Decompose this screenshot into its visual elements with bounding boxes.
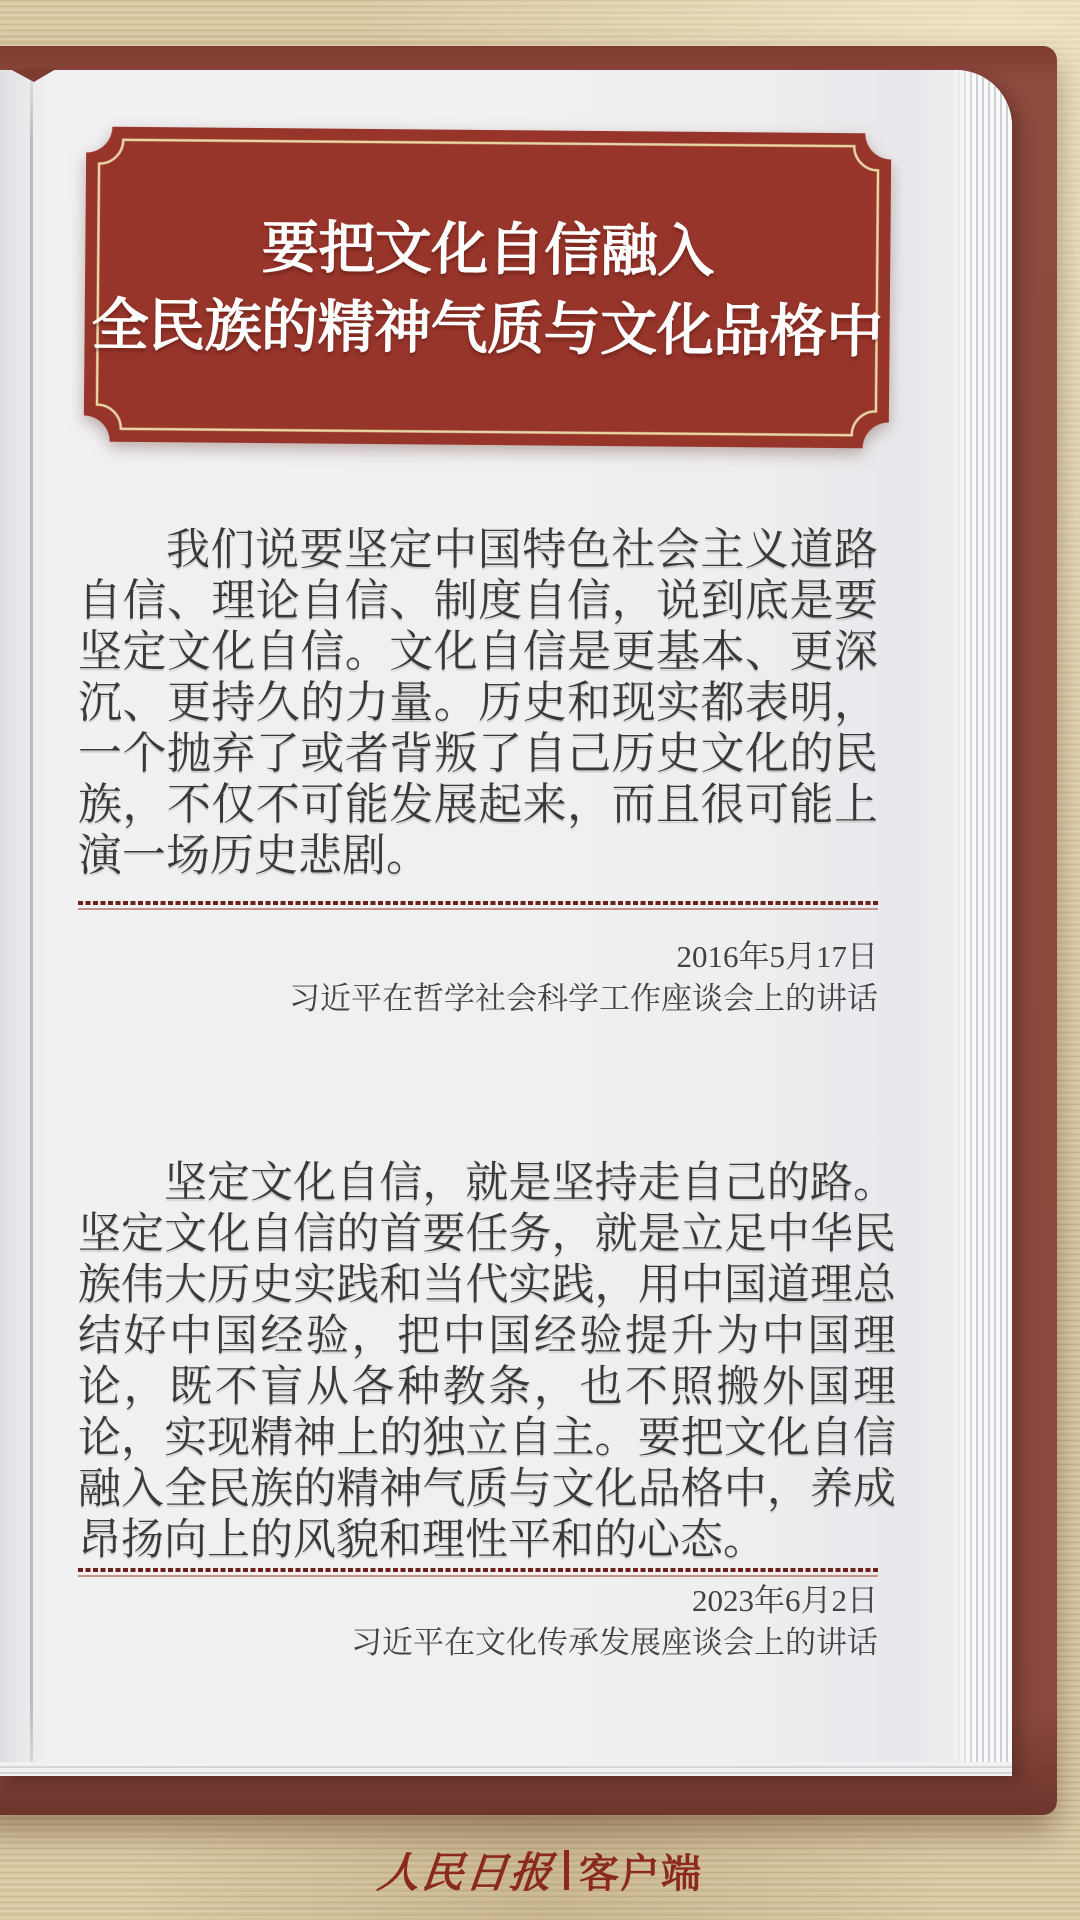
- brand-logo-script: 人民日报: [375, 1851, 556, 1897]
- banner-title-line-2: 全民族的精神气质与文化品格中: [91, 294, 883, 364]
- banner-title: [84, 126, 892, 448]
- quote-attribution-2: [78, 1580, 878, 1664]
- quote-attribution-1: [78, 936, 878, 1020]
- banner-title-line-1: 要把文化自信融入: [261, 216, 715, 284]
- page-crease-line: [30, 70, 33, 1776]
- quote-date-2: 2023年6月2日: [692, 1583, 878, 1618]
- separator-line-2: [78, 1568, 878, 1578]
- quote-text-2: 坚定文化自信，就是坚持走自己的路。坚定文化自信的首要任务，就是立足中华民族伟大历史实践和当代实践，用中国道理总结好中国经验，把中国经验提升为中国理论，既不盲从各种教条，也不照搬外国理论，实现精神上的独立自主。要把文化自信融入全民族的精神气质与文化品格中，养成昂扬向上的风貌和理性平和的心态。: [78, 1160, 896, 1564]
- brand-logo: [0, 1840, 1080, 1900]
- title-banner: [84, 126, 892, 448]
- quote-date-1: 2016年5月17日: [676, 939, 878, 974]
- page-bottom-edge-stack: [0, 1762, 1012, 1776]
- page-gutter-shade: [0, 70, 30, 1776]
- page-fore-edge-stack: [954, 70, 1012, 1776]
- separator-line-1: [78, 901, 878, 911]
- quote-text-1: 我们说要坚定中国特色社会主义道路自信、理论自信、制度自信，说到底是要坚定文化自信。文化自信是更基本、更深沉、更持久的力量。历史和现实都表明，一个抛弃了或者背叛了自己历史文化的民族，不仅不可能发展起来，而且很可能上演一场历史悲剧。: [78, 525, 878, 880]
- brand-logo-divider: [564, 1850, 569, 1890]
- quote-source-2: 习近平在文化传承发展座谈会上的讲话: [351, 1625, 878, 1660]
- brand-logo-suffix: 客户端: [579, 1851, 702, 1896]
- quote-source-1: 习近平在哲学社会科学工作座谈会上的讲话: [289, 981, 878, 1016]
